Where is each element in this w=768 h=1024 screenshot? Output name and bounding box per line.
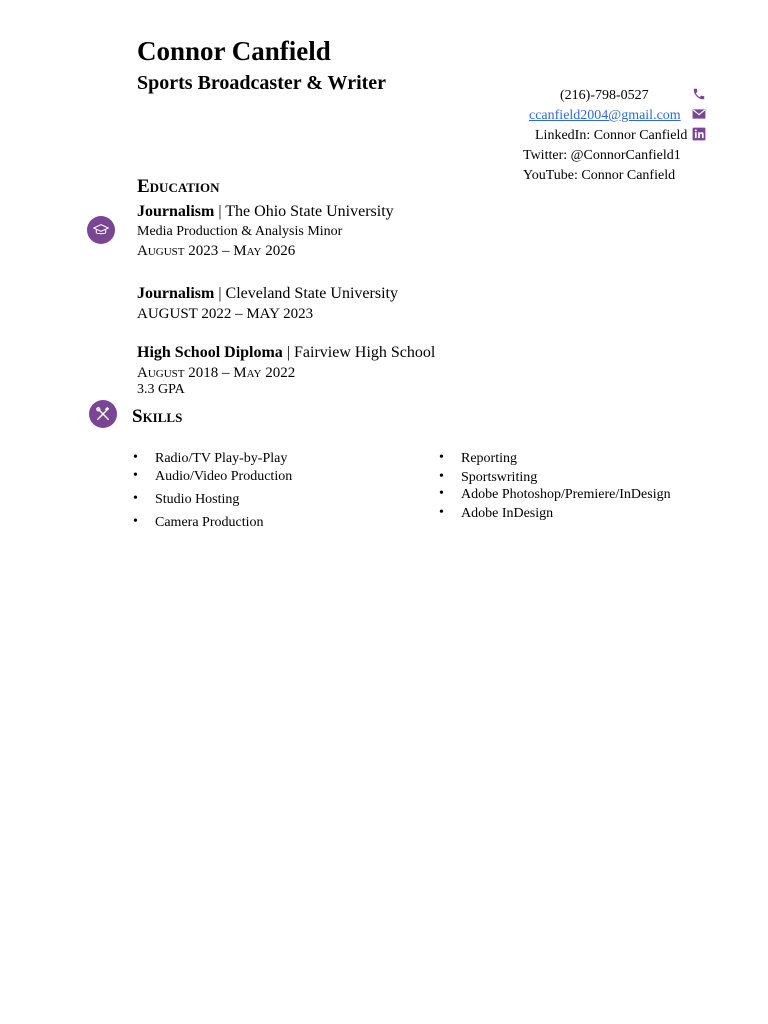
contact-phone: (216)-798-0527 <box>560 88 649 103</box>
education-entry-1-dates: August 2023 – May 2026 <box>137 243 296 259</box>
school-name: | The Ohio State University <box>214 203 394 220</box>
skill-item: • Camera Production <box>155 515 263 531</box>
phone-icon <box>692 87 706 101</box>
candidate-title: Sports Broadcaster & Writer <box>137 72 387 94</box>
skill-item: • Adobe InDesign <box>461 506 553 522</box>
education-heading: Education <box>137 176 220 197</box>
skill-item: • Sportswriting <box>461 470 537 486</box>
education-entry-3-dates: August 2018 – May 2022 <box>137 365 296 381</box>
skills-heading: Skills <box>132 406 183 427</box>
contact-email-link[interactable]: ccanfield2004@gmail.com <box>529 108 681 123</box>
contact-youtube: YouTube: Connor Canfield <box>523 168 676 183</box>
linkedin-icon <box>692 127 706 141</box>
degree-name: Journalism <box>137 285 215 302</box>
education-entry-2-degree <box>137 285 398 303</box>
skill-item: • Adobe Photoshop/Premiere/InDesign <box>461 487 671 503</box>
school-name: | Fairview High School <box>282 344 436 361</box>
tools-icon <box>89 400 117 428</box>
education-entry-3-degree <box>137 344 435 362</box>
degree-name: Journalism <box>137 203 215 220</box>
degree-name: High School Diploma <box>137 344 283 361</box>
education-entry-1-minor: Media Production & Analysis Minor <box>137 224 343 239</box>
skill-item: • Radio/TV Play-by-Play <box>155 451 287 467</box>
email-icon <box>692 108 706 122</box>
skill-item: • Reporting <box>461 451 517 467</box>
school-name: | Cleveland State University <box>214 285 398 302</box>
skill-item: • Studio Hosting <box>155 492 239 508</box>
graduation-cap-icon <box>87 216 115 244</box>
candidate-name: Connor Canfield <box>137 36 331 66</box>
contact-linkedin: LinkedIn: Connor Canfield <box>535 128 688 143</box>
education-entry-3-gpa: 3.3 GPA <box>137 382 185 397</box>
education-entry-1-degree <box>137 203 394 221</box>
skill-item: • Audio/Video Production <box>155 469 292 485</box>
education-entry-2-dates: AUGUST 2022 – MAY 2023 <box>137 306 314 322</box>
contact-twitter: Twitter: @ConnorCanfield1 <box>523 148 681 163</box>
